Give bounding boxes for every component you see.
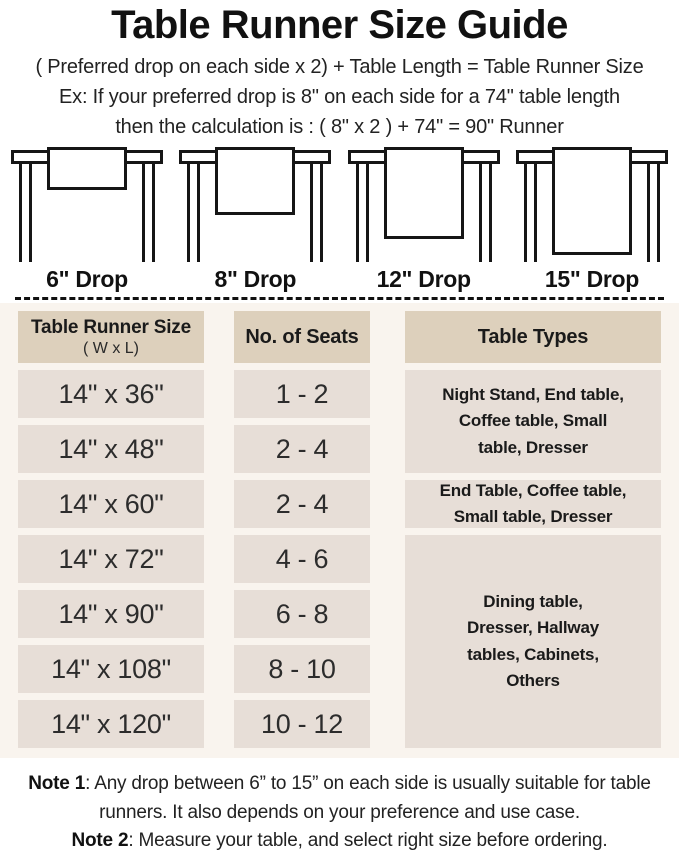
drop-label: 8" Drop	[214, 266, 297, 292]
table-leg-graphic	[524, 163, 527, 262]
table-leg-graphic	[489, 163, 492, 262]
column-header-table-types	[405, 311, 661, 363]
table-illustration-6-drop	[11, 145, 163, 293]
size-cell: 14" x 120"	[18, 700, 204, 748]
note-2	[4, 827, 676, 856]
runner-graphic	[47, 147, 127, 190]
table-drawing	[11, 145, 163, 262]
header-subtext: ( W x L)	[83, 339, 139, 357]
table-drawing	[348, 145, 500, 262]
drop-label: 15" Drop	[544, 266, 640, 292]
seats-cell: 2 - 4	[234, 425, 370, 473]
runner-graphic	[552, 147, 632, 255]
page-title: Table Runner Size Guide	[111, 3, 568, 47]
table-leg-graphic	[152, 163, 155, 262]
table-leg-graphic	[366, 163, 369, 262]
table-types-cell-medium-tables: End Table, Coffee table, Small table, Dresser	[405, 480, 661, 528]
table-drawing	[516, 145, 668, 262]
example-line-1: Ex: If your preferred drop is 8" on each side for a 74" table length	[59, 86, 620, 108]
table-leg-graphic	[197, 163, 200, 262]
example-line-2: then the calculation is : ( 8" x 2 ) + 74" = 90" Runner	[115, 116, 564, 138]
drop-label: 6" Drop	[46, 266, 128, 292]
seats-cell: 10 - 12	[234, 700, 370, 748]
size-cell: 14" x 60"	[18, 480, 204, 528]
table-leg-graphic	[647, 163, 650, 262]
header-text: Table Runner Size	[31, 316, 191, 338]
table-leg-graphic	[479, 163, 482, 262]
size-cell: 14" x 90"	[18, 590, 204, 638]
table-drawing	[179, 145, 331, 262]
table-types-cell-small-tables: Night Stand, End table, Coffee table, Small table, Dresser	[405, 370, 661, 473]
runner-graphic	[384, 147, 464, 239]
dashed-divider	[15, 297, 664, 300]
table-leg-graphic	[657, 163, 660, 262]
size-cell: 14" x 72"	[18, 535, 204, 583]
table-leg-graphic	[356, 163, 359, 262]
table-types-cell-large-tables: Dining table, Dresser, Hallway tables, Cabinets, Others	[405, 535, 661, 748]
formula-line: ( Preferred drop on each side x 2) + Table Length = Table Runner Size	[35, 56, 644, 78]
table-leg-graphic	[19, 163, 22, 262]
note-1	[4, 770, 676, 827]
table-leg-graphic	[310, 163, 313, 262]
table-illustration-15-drop	[516, 145, 668, 293]
header-text: No. of Seats	[245, 325, 359, 348]
column-header-runner-size	[18, 311, 204, 363]
table-leg-graphic	[320, 163, 323, 262]
header-text: Table Types	[477, 325, 589, 348]
table-leg-graphic	[29, 163, 32, 262]
size-cell: 14" x 108"	[18, 645, 204, 693]
note-2-text: : Measure your table, and select right size before ordering.	[128, 830, 608, 851]
drop-illustrations	[0, 145, 679, 293]
table-illustration-8-drop	[179, 145, 331, 293]
size-table	[18, 311, 679, 748]
table-leg-graphic	[534, 163, 537, 262]
note-1-label: Note 1	[28, 773, 86, 794]
size-cell: 14" x 36"	[18, 370, 204, 418]
drop-label: 12" Drop	[376, 266, 471, 292]
size-cell: 14" x 48"	[18, 425, 204, 473]
table-leg-graphic	[187, 163, 190, 262]
size-table-section	[0, 303, 679, 758]
seats-cell: 2 - 4	[234, 480, 370, 528]
seats-cell: 8 - 10	[234, 645, 370, 693]
seats-cell: 4 - 6	[234, 535, 370, 583]
note-2-label: Note 2	[71, 830, 129, 851]
seats-cell: 6 - 8	[234, 590, 370, 638]
table-leg-graphic	[142, 163, 145, 262]
column-header-seats	[234, 311, 370, 363]
note-1-text: : Any drop between 6” to 15” on each side is usually suitable for table runners. It also depends on your preference and use case.	[85, 773, 651, 823]
runner-graphic	[215, 147, 295, 215]
seats-cell: 1 - 2	[234, 370, 370, 418]
notes-section	[0, 758, 679, 856]
table-illustration-12-drop	[348, 145, 500, 293]
